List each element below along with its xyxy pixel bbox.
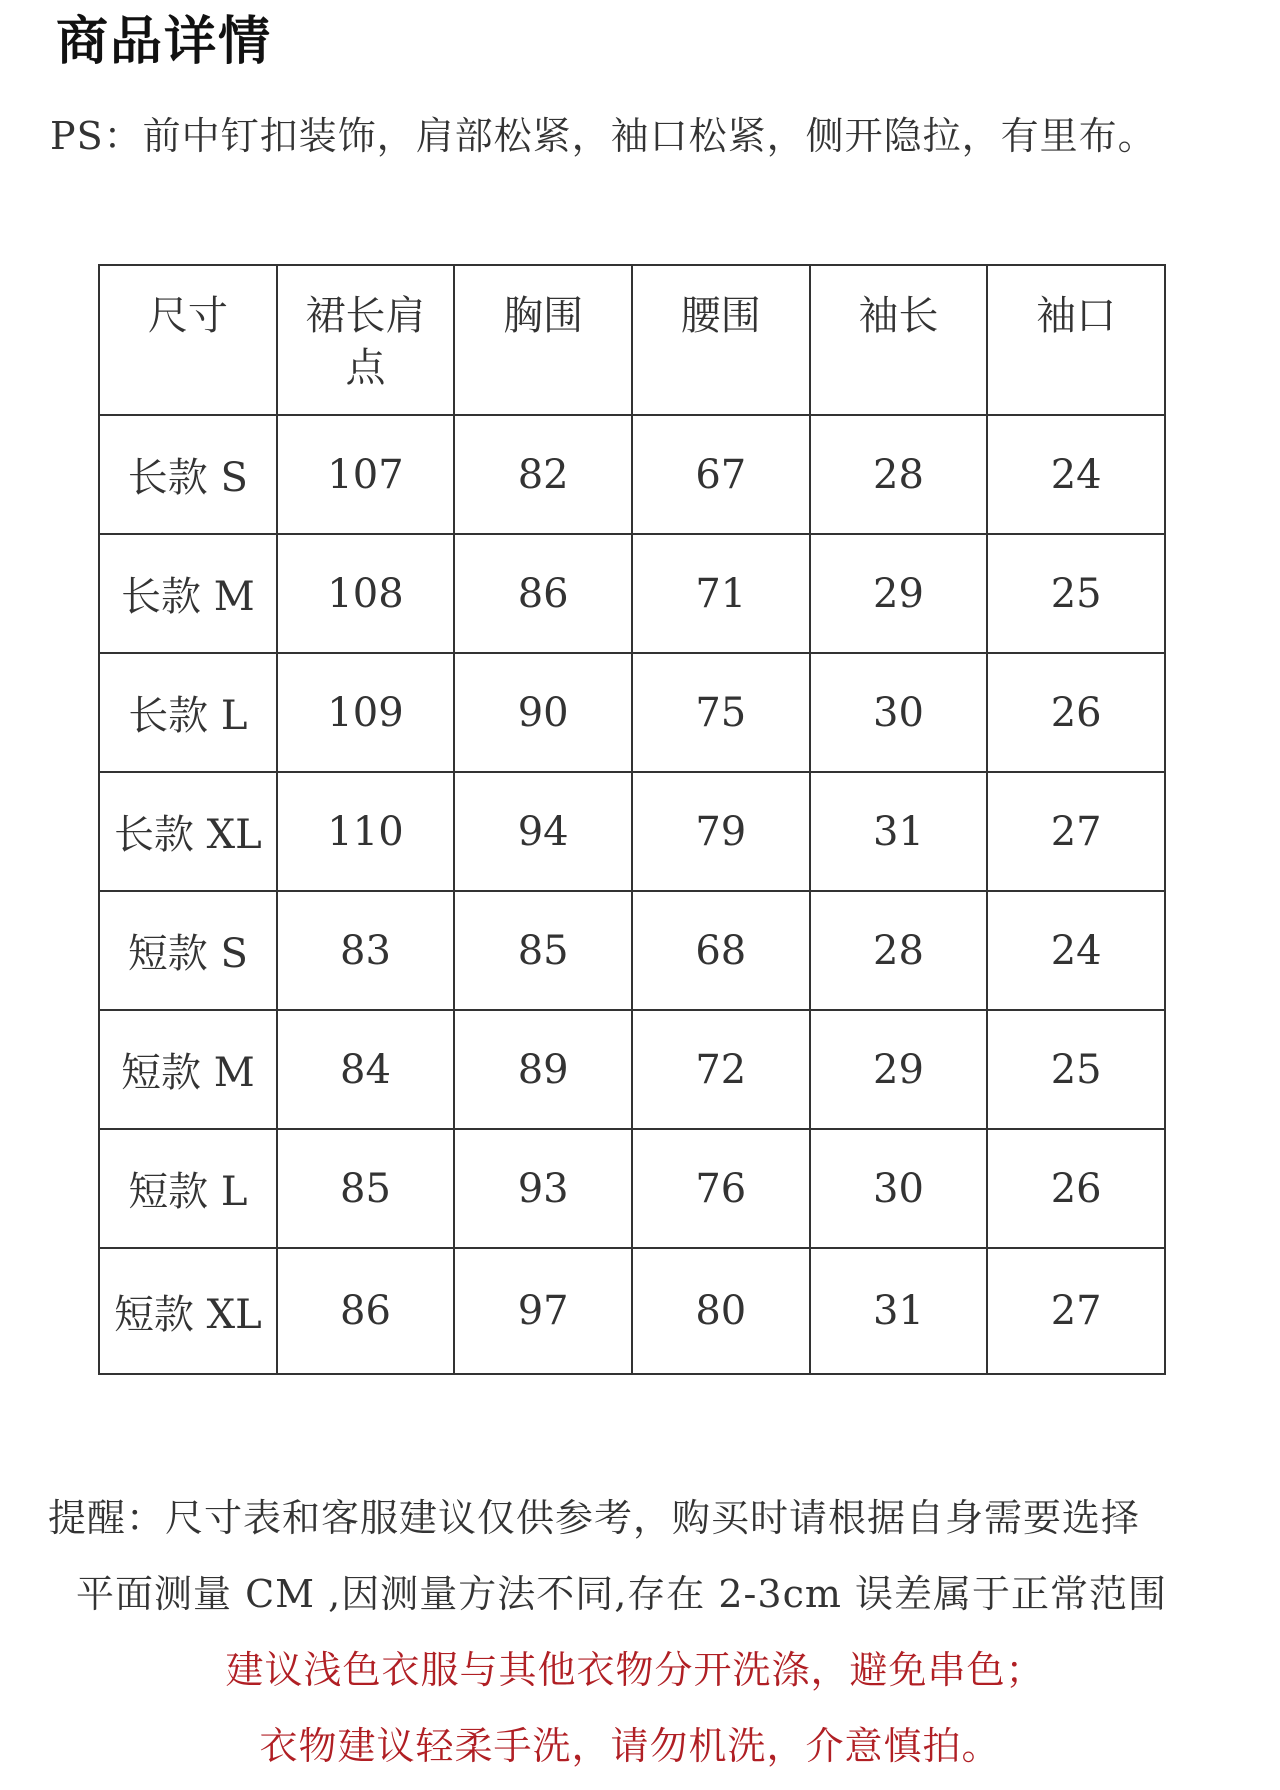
table-row <box>99 1248 1165 1374</box>
cell-sleeve-length: 28 <box>810 891 988 1010</box>
header-cuff-label: 袖口 <box>1036 293 1117 339</box>
cell-size: 长款 XL <box>99 772 277 891</box>
cell-size: 长款 S <box>99 415 277 534</box>
cell-dress-length: 85 <box>277 1129 455 1248</box>
table-row <box>99 891 1165 1010</box>
table-row <box>99 772 1165 891</box>
header-waist-label: 腰围 <box>680 293 761 339</box>
cell-bust: 86 <box>454 534 632 653</box>
table-header-row <box>99 265 1165 415</box>
cell-sleeve-length: 29 <box>810 534 988 653</box>
cell-sleeve-length: 30 <box>810 1129 988 1248</box>
header-size-label: 尺寸 <box>147 293 228 339</box>
cell-dress-length: 86 <box>277 1248 455 1374</box>
cell-waist: 68 <box>632 891 810 1010</box>
cell-dress-length: 84 <box>277 1010 455 1129</box>
cell-cuff: 24 <box>987 891 1165 1010</box>
cell-waist: 71 <box>632 534 810 653</box>
header-sleeve-length <box>810 265 988 415</box>
table-row <box>99 1129 1165 1248</box>
cell-size: 短款 L <box>99 1129 277 1248</box>
cell-dress-length: 109 <box>277 653 455 772</box>
cell-size: 短款 M <box>99 1010 277 1129</box>
reminder-text: 提醒：尺寸表和客服建议仅供参考，购买时请根据自身需要选择 <box>48 1496 1141 1540</box>
size-chart-table <box>98 264 1166 1375</box>
reminder-section <box>0 1480 1280 1784</box>
cell-cuff: 25 <box>987 534 1165 653</box>
header-bust <box>454 265 632 415</box>
table-row <box>99 534 1165 653</box>
cell-cuff: 27 <box>987 772 1165 891</box>
cell-waist: 72 <box>632 1010 810 1129</box>
cell-waist: 80 <box>632 1248 810 1374</box>
cell-dress-length: 110 <box>277 772 455 891</box>
header-sleeve-length-label: 袖长 <box>858 293 939 339</box>
header-dress-length-label: 裙长肩点 <box>305 293 426 391</box>
cell-size: 长款 M <box>99 534 277 653</box>
cell-bust: 89 <box>454 1010 632 1129</box>
cell-cuff: 25 <box>987 1010 1165 1129</box>
cell-bust: 82 <box>454 415 632 534</box>
cell-dress-length: 107 <box>277 415 455 534</box>
cell-cuff: 24 <box>987 415 1165 534</box>
header-size <box>99 265 277 415</box>
cell-waist: 67 <box>632 415 810 534</box>
cell-sleeve-length: 30 <box>810 653 988 772</box>
cell-sleeve-length: 31 <box>810 772 988 891</box>
product-features-note: PS：前中钉扣装饰，肩部松紧，袖口松紧，侧开隐拉，有里布。 <box>50 114 1157 158</box>
cell-waist: 76 <box>632 1129 810 1248</box>
cell-size: 短款 XL <box>99 1248 277 1374</box>
cell-bust: 97 <box>454 1248 632 1374</box>
measurement-note: 平面测量 CM ,因测量方法不同,存在 2-3cm 误差属于正常范围 <box>76 1572 1167 1616</box>
cell-sleeve-length: 31 <box>810 1248 988 1374</box>
header-cuff <box>987 265 1165 415</box>
table-row <box>99 415 1165 534</box>
page-title: 商品详情 <box>56 12 273 72</box>
cell-waist: 75 <box>632 653 810 772</box>
cell-cuff: 26 <box>987 1129 1165 1248</box>
table-row <box>99 1010 1165 1129</box>
cell-sleeve-length: 28 <box>810 415 988 534</box>
cell-size: 短款 S <box>99 891 277 1010</box>
cell-bust: 94 <box>454 772 632 891</box>
cell-waist: 79 <box>632 772 810 891</box>
handwash-warning: 衣物建议轻柔手洗，请勿机洗，介意慎拍。 <box>259 1724 1001 1768</box>
cell-bust: 90 <box>454 653 632 772</box>
cell-cuff: 27 <box>987 1248 1165 1374</box>
header-waist <box>632 265 810 415</box>
cell-size: 长款 L <box>99 653 277 772</box>
cell-cuff: 26 <box>987 653 1165 772</box>
cell-dress-length: 83 <box>277 891 455 1010</box>
cell-dress-length: 108 <box>277 534 455 653</box>
washing-warning: 建议浅色衣服与其他衣物分开洗涤，避免串色； <box>225 1648 1045 1692</box>
cell-bust: 85 <box>454 891 632 1010</box>
header-bust-label: 胸围 <box>503 293 584 339</box>
cell-bust: 93 <box>454 1129 632 1248</box>
header-dress-length <box>277 265 455 415</box>
cell-sleeve-length: 29 <box>810 1010 988 1129</box>
table-row <box>99 653 1165 772</box>
